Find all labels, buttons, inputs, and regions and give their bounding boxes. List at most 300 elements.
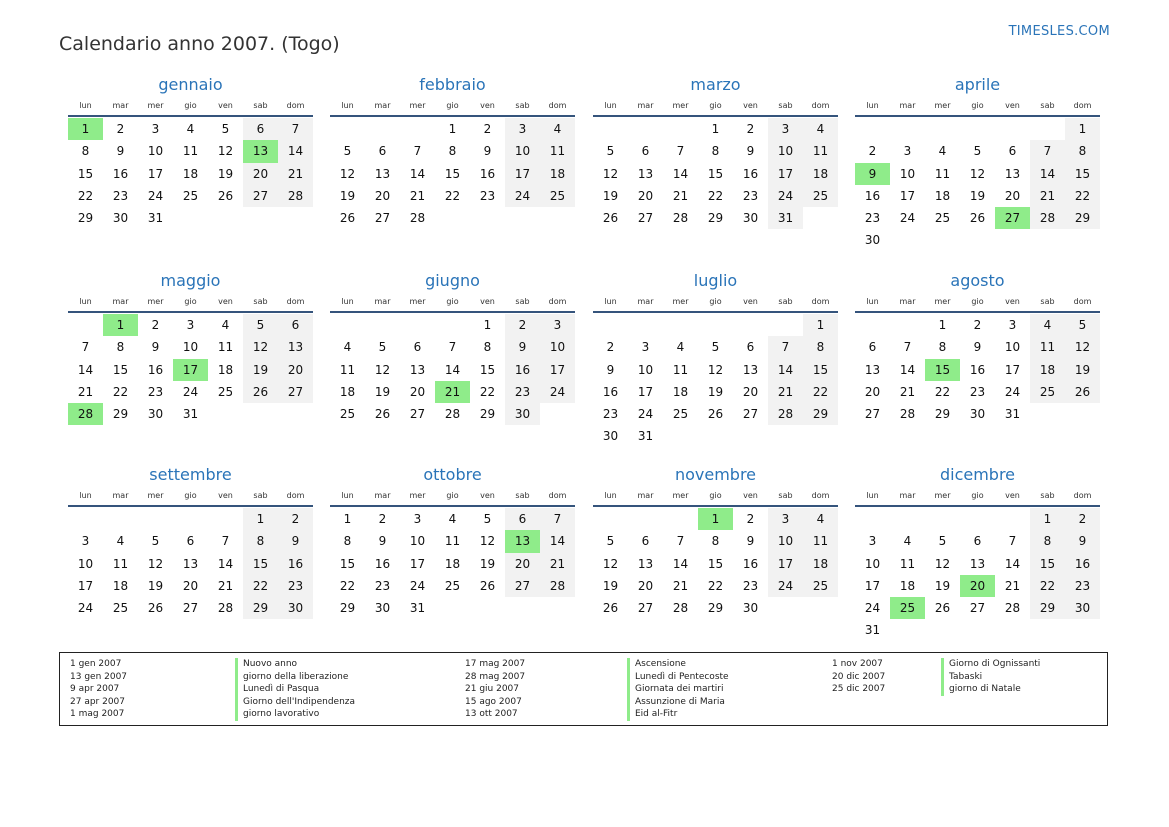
day-cell: 3 xyxy=(868,534,877,549)
weekend-day-cell: 25 xyxy=(803,575,838,597)
month-ottobre xyxy=(330,463,575,619)
weekend-day-cell: 27 xyxy=(278,381,313,403)
day-cell: 23 xyxy=(864,211,881,226)
weekday-label: lun xyxy=(604,101,617,110)
holiday-day-cell: 1 xyxy=(103,314,138,336)
month-agosto xyxy=(855,269,1100,425)
weekday-label: gio xyxy=(446,491,459,500)
weekend-day-cell: 24 xyxy=(768,185,803,207)
weekday-label: mar xyxy=(637,491,654,500)
day-cell: 26 xyxy=(707,407,724,422)
weekend-day-cell: 23 xyxy=(278,575,313,597)
weekend-day-cell: 21 xyxy=(278,163,313,185)
legend-holiday-name: giorno lavorativo xyxy=(235,708,355,721)
weekend-day-cell: 1 xyxy=(243,508,278,530)
day-cell: 10 xyxy=(77,556,94,571)
day-cell: 27 xyxy=(409,407,426,422)
day-cell: 24 xyxy=(637,407,654,422)
weekday-label: sab xyxy=(778,491,793,500)
day-cell: 16 xyxy=(112,166,129,181)
day-cell: 17 xyxy=(637,384,654,399)
day-cell: 8 xyxy=(116,340,125,355)
weekend-day-cell: 16 xyxy=(1065,553,1100,575)
day-cell: 24 xyxy=(182,384,199,399)
day-cell: 10 xyxy=(637,362,654,377)
weekend-day-cell: 15 xyxy=(1065,163,1100,185)
day-cell: 6 xyxy=(1008,144,1017,159)
empty-cell xyxy=(400,118,435,140)
weekend-day-cell: 22 xyxy=(243,575,278,597)
day-cell: 3 xyxy=(81,534,90,549)
day-cell: 21 xyxy=(899,384,916,399)
weekday-label: mar xyxy=(637,297,654,306)
day-cell: 26 xyxy=(217,188,234,203)
day-cell: 5 xyxy=(343,144,352,159)
day-grid xyxy=(330,508,575,619)
empty-cell xyxy=(890,118,925,140)
day-cell: 28 xyxy=(672,211,689,226)
weekend-day-cell: 17 xyxy=(505,163,540,185)
empty-cell xyxy=(400,314,435,336)
weekday-label: lun xyxy=(79,297,92,306)
legend-date: 28 mag 2007 xyxy=(465,671,526,682)
weekday-label: gio xyxy=(971,491,984,500)
day-cell: 2 xyxy=(378,512,387,526)
day-cell: 13 xyxy=(182,556,199,571)
day-cell: 11 xyxy=(444,534,461,549)
day-cell: 19 xyxy=(602,188,619,203)
empty-cell xyxy=(68,508,103,530)
weekday-label: ven xyxy=(1005,297,1020,306)
weekday-header xyxy=(593,97,838,117)
weekend-day-cell: 1 xyxy=(1030,508,1065,530)
weekend-day-cell: 28 xyxy=(278,185,313,207)
day-cell: 18 xyxy=(934,188,951,203)
weekend-day-cell: 30 xyxy=(1065,597,1100,619)
legend-holiday-name: Lunedì di Pasqua xyxy=(235,683,355,696)
day-cell: 14 xyxy=(672,556,689,571)
brand-link[interactable]: TIMESLES.COM xyxy=(1008,24,1110,39)
weekday-label: gio xyxy=(709,297,722,306)
empty-cell xyxy=(925,508,960,530)
weekend-day-cell: 4 xyxy=(1030,314,1065,336)
weekend-day-cell: 22 xyxy=(803,381,838,403)
day-cell: 2 xyxy=(973,318,982,332)
weekday-label: sab xyxy=(1040,101,1055,110)
weekday-header xyxy=(855,487,1100,507)
day-cell: 18 xyxy=(444,556,461,571)
day-cell: 25 xyxy=(444,578,461,593)
weekend-day-cell: 10 xyxy=(540,336,575,358)
weekday-header xyxy=(68,293,313,313)
day-cell: 15 xyxy=(707,166,724,181)
day-cell: 15 xyxy=(77,166,94,181)
weekend-day-cell: 22 xyxy=(1030,575,1065,597)
day-cell: 13 xyxy=(742,362,759,377)
month-luglio xyxy=(593,269,838,448)
empty-cell xyxy=(663,508,698,530)
day-cell: 22 xyxy=(444,188,461,203)
day-cell: 13 xyxy=(864,362,881,377)
day-cell: 26 xyxy=(969,211,986,226)
legend-date: 13 gen 2007 xyxy=(70,671,128,682)
weekend-day-cell: 15 xyxy=(243,553,278,575)
day-cell: 18 xyxy=(899,578,916,593)
day-cell: 29 xyxy=(77,211,94,226)
month-maggio xyxy=(68,269,313,425)
day-cell: 1 xyxy=(938,318,947,332)
month-name: settembre xyxy=(149,465,232,484)
empty-cell xyxy=(768,314,803,336)
weekday-header xyxy=(593,487,838,507)
day-cell: 28 xyxy=(899,407,916,422)
day-cell: 3 xyxy=(641,340,650,355)
weekday-label: mer xyxy=(147,101,164,110)
weekend-day-cell: 30 xyxy=(278,597,313,619)
weekday-label: lun xyxy=(341,491,354,500)
month-febbraio xyxy=(330,73,575,229)
day-cell: 8 xyxy=(711,144,720,159)
day-cell: 19 xyxy=(969,188,986,203)
weekend-day-cell: 10 xyxy=(768,140,803,162)
month-name: maggio xyxy=(160,271,221,290)
legend-date: 27 apr 2007 xyxy=(70,696,126,707)
day-cell: 31 xyxy=(182,407,199,422)
month-dicembre xyxy=(855,463,1100,642)
day-cell: 19 xyxy=(479,556,496,571)
day-cell: 20 xyxy=(637,188,654,203)
weekend-day-cell: 7 xyxy=(278,118,313,140)
weekday-label: dom xyxy=(1073,297,1092,306)
day-cell: 31 xyxy=(637,429,654,444)
month-name: gennaio xyxy=(158,75,223,94)
weekday-label: lun xyxy=(866,297,879,306)
day-cell: 5 xyxy=(606,534,615,549)
day-cell: 30 xyxy=(602,429,619,444)
weekday-label: dom xyxy=(286,491,305,500)
weekday-label: dom xyxy=(811,297,830,306)
day-cell: 15 xyxy=(339,556,356,571)
day-cell: 15 xyxy=(479,362,496,377)
weekend-day-cell: 10 xyxy=(768,530,803,552)
day-cell: 7 xyxy=(1008,534,1017,549)
day-cell: 22 xyxy=(77,188,94,203)
day-cell: 24 xyxy=(899,211,916,226)
weekday-label: mar xyxy=(637,101,654,110)
empty-cell xyxy=(1030,118,1065,140)
day-cell: 9 xyxy=(483,144,492,159)
legend-names-col-3 xyxy=(941,658,1040,696)
weekday-label: mar xyxy=(899,491,916,500)
weekend-day-cell: 25 xyxy=(1030,381,1065,403)
legend-date: 25 dic 2007 xyxy=(832,684,886,695)
day-cell: 19 xyxy=(602,578,619,593)
day-cell: 2 xyxy=(746,512,755,526)
weekday-label: lun xyxy=(79,491,92,500)
weekday-label: mer xyxy=(409,297,426,306)
legend-dates-col-3 xyxy=(832,658,885,696)
day-cell: 28 xyxy=(672,601,689,616)
weekend-day-cell: 30 xyxy=(505,403,540,425)
empty-cell xyxy=(435,314,470,336)
weekday-label: mer xyxy=(934,101,951,110)
day-cell: 21 xyxy=(77,384,94,399)
legend-holiday-name: Assunzione di Maria xyxy=(627,696,729,709)
day-cell: 17 xyxy=(409,556,426,571)
day-cell: 10 xyxy=(899,166,916,181)
weekday-label: lun xyxy=(604,491,617,500)
day-cell: 26 xyxy=(602,601,619,616)
day-cell: 28 xyxy=(444,407,461,422)
day-cell: 4 xyxy=(903,534,912,549)
legend-holiday-name: giorno della liberazione xyxy=(235,671,355,684)
empty-cell xyxy=(628,314,663,336)
day-cell: 7 xyxy=(676,144,685,159)
empty-cell xyxy=(960,508,995,530)
weekday-label: gio xyxy=(184,297,197,306)
day-cell: 17 xyxy=(77,578,94,593)
weekend-day-cell: 28 xyxy=(1030,207,1065,229)
weekday-label: mar xyxy=(112,491,129,500)
day-cell: 19 xyxy=(374,384,391,399)
weekday-label: ven xyxy=(480,491,495,500)
weekday-header xyxy=(330,293,575,313)
day-cell: 18 xyxy=(672,384,689,399)
weekday-header xyxy=(593,293,838,313)
weekend-day-cell: 14 xyxy=(768,359,803,381)
day-cell: 24 xyxy=(147,188,164,203)
weekend-day-cell: 24 xyxy=(768,575,803,597)
day-cell: 24 xyxy=(1004,384,1021,399)
day-cell: 27 xyxy=(969,601,986,616)
empty-cell xyxy=(855,314,890,336)
day-cell: 21 xyxy=(1004,578,1021,593)
weekend-day-cell: 15 xyxy=(1030,553,1065,575)
holiday-legend xyxy=(59,652,1108,726)
day-cell: 29 xyxy=(707,211,724,226)
day-cell: 7 xyxy=(413,144,422,159)
day-cell: 22 xyxy=(112,384,129,399)
weekend-day-cell: 3 xyxy=(768,118,803,140)
weekend-day-cell: 9 xyxy=(278,530,313,552)
day-cell: 27 xyxy=(374,211,391,226)
weekday-label: ven xyxy=(1005,101,1020,110)
weekday-label: lun xyxy=(866,101,879,110)
day-cell: 17 xyxy=(864,578,881,593)
weekend-day-cell: 4 xyxy=(803,508,838,530)
weekday-label: mer xyxy=(672,297,689,306)
day-cell: 5 xyxy=(151,534,160,549)
weekday-label: gio xyxy=(184,491,197,500)
weekday-label: lun xyxy=(604,297,617,306)
weekend-day-cell: 5 xyxy=(1065,314,1100,336)
day-cell: 23 xyxy=(374,578,391,593)
legend-holiday-name: Lunedì di Pentecoste xyxy=(627,671,729,684)
weekday-label: gio xyxy=(971,297,984,306)
day-grid xyxy=(855,118,1100,252)
weekend-day-cell: 20 xyxy=(278,359,313,381)
empty-cell xyxy=(365,118,400,140)
day-cell: 30 xyxy=(112,211,129,226)
day-grid xyxy=(593,118,838,229)
day-cell: 8 xyxy=(448,144,457,159)
day-cell: 12 xyxy=(339,166,356,181)
weekday-label: mar xyxy=(374,101,391,110)
legend-names-col-2 xyxy=(627,658,729,721)
empty-cell xyxy=(855,508,890,530)
day-cell: 7 xyxy=(676,534,685,549)
day-cell: 26 xyxy=(339,211,356,226)
empty-cell xyxy=(995,118,1030,140)
empty-cell xyxy=(663,118,698,140)
day-cell: 4 xyxy=(221,318,230,332)
day-cell: 8 xyxy=(483,340,492,355)
day-cell: 20 xyxy=(1004,188,1021,203)
empty-cell xyxy=(593,508,628,530)
weekday-label: mar xyxy=(112,297,129,306)
holiday-day-cell: 20 xyxy=(960,575,995,597)
weekday-label: mar xyxy=(374,297,391,306)
day-cell: 24 xyxy=(409,578,426,593)
weekend-day-cell: 27 xyxy=(243,185,278,207)
day-cell: 31 xyxy=(147,211,164,226)
weekday-label: mer xyxy=(147,491,164,500)
empty-cell xyxy=(330,118,365,140)
day-cell: 5 xyxy=(606,144,615,159)
day-cell: 13 xyxy=(969,556,986,571)
day-cell: 13 xyxy=(374,166,391,181)
weekday-label: ven xyxy=(1005,491,1020,500)
day-cell: 23 xyxy=(742,578,759,593)
day-cell: 14 xyxy=(672,166,689,181)
weekend-day-cell: 27 xyxy=(505,575,540,597)
day-cell: 9 xyxy=(606,362,615,377)
weekend-day-cell: 8 xyxy=(1065,140,1100,162)
day-cell: 25 xyxy=(182,188,199,203)
day-cell: 17 xyxy=(147,166,164,181)
day-cell: 23 xyxy=(147,384,164,399)
day-grid xyxy=(330,118,575,229)
weekend-day-cell: 11 xyxy=(1030,336,1065,358)
day-cell: 18 xyxy=(339,384,356,399)
day-cell: 14 xyxy=(444,362,461,377)
weekend-day-cell: 1 xyxy=(803,314,838,336)
month-name: aprile xyxy=(954,75,1001,94)
month-name: novembre xyxy=(674,465,757,484)
day-cell: 2 xyxy=(606,340,615,355)
weekend-day-cell: 19 xyxy=(243,359,278,381)
weekday-label: ven xyxy=(480,297,495,306)
day-cell: 1 xyxy=(448,122,457,136)
weekend-day-cell: 9 xyxy=(1065,530,1100,552)
day-cell: 20 xyxy=(409,384,426,399)
weekday-label: dom xyxy=(811,491,830,500)
day-grid xyxy=(855,314,1100,425)
weekend-day-cell: 18 xyxy=(803,553,838,575)
day-cell: 7 xyxy=(81,340,90,355)
empty-cell xyxy=(68,314,103,336)
day-cell: 15 xyxy=(444,166,461,181)
empty-cell xyxy=(330,314,365,336)
month-name: giugno xyxy=(425,271,480,290)
weekend-day-cell: 20 xyxy=(505,553,540,575)
weekday-label: dom xyxy=(286,297,305,306)
day-cell: 10 xyxy=(147,144,164,159)
day-cell: 17 xyxy=(899,188,916,203)
weekend-day-cell: 26 xyxy=(1065,381,1100,403)
day-cell: 11 xyxy=(112,556,129,571)
day-cell: 27 xyxy=(637,211,654,226)
weekday-header xyxy=(68,97,313,117)
weekday-label: ven xyxy=(480,101,495,110)
day-cell: 2 xyxy=(151,318,160,332)
day-grid xyxy=(68,508,313,619)
day-cell: 1 xyxy=(483,318,492,332)
weekend-day-cell: 25 xyxy=(540,185,575,207)
day-cell: 10 xyxy=(182,340,199,355)
weekend-day-cell: 31 xyxy=(768,207,803,229)
day-cell: 5 xyxy=(378,340,387,355)
day-cell: 29 xyxy=(339,601,356,616)
day-cell: 4 xyxy=(186,122,195,136)
weekend-day-cell: 26 xyxy=(243,381,278,403)
weekday-label: mar xyxy=(899,101,916,110)
day-cell: 30 xyxy=(969,407,986,422)
weekend-day-cell: 22 xyxy=(1065,185,1100,207)
weekday-label: dom xyxy=(1073,491,1092,500)
empty-cell xyxy=(890,314,925,336)
empty-cell xyxy=(208,508,243,530)
day-cell: 4 xyxy=(448,512,457,526)
empty-cell xyxy=(890,508,925,530)
day-cell: 3 xyxy=(413,512,422,526)
day-grid xyxy=(855,508,1100,642)
weekend-day-cell: 6 xyxy=(505,508,540,530)
day-cell: 12 xyxy=(479,534,496,549)
day-cell: 19 xyxy=(339,188,356,203)
day-cell: 27 xyxy=(742,407,759,422)
day-cell: 11 xyxy=(339,362,356,377)
day-cell: 13 xyxy=(637,556,654,571)
weekday-header xyxy=(855,97,1100,117)
empty-cell xyxy=(103,508,138,530)
weekday-label: ven xyxy=(743,101,758,110)
day-cell: 16 xyxy=(374,556,391,571)
day-cell: 3 xyxy=(1008,318,1017,332)
day-cell: 18 xyxy=(182,166,199,181)
holiday-day-cell: 13 xyxy=(505,530,540,552)
weekday-label: ven xyxy=(218,101,233,110)
weekend-day-cell: 23 xyxy=(1065,575,1100,597)
day-cell: 6 xyxy=(868,340,877,355)
weekday-label: dom xyxy=(548,297,567,306)
day-cell: 31 xyxy=(864,623,881,638)
day-cell: 8 xyxy=(711,534,720,549)
empty-cell xyxy=(663,314,698,336)
weekday-label: sab xyxy=(515,101,530,110)
weekend-day-cell: 21 xyxy=(540,553,575,575)
day-cell: 2 xyxy=(868,144,877,159)
weekday-label: dom xyxy=(548,491,567,500)
weekday-label: sab xyxy=(1040,297,1055,306)
day-cell: 22 xyxy=(707,578,724,593)
day-cell: 27 xyxy=(864,407,881,422)
day-cell: 24 xyxy=(864,601,881,616)
day-cell: 6 xyxy=(378,144,387,159)
holiday-day-cell: 15 xyxy=(925,359,960,381)
day-cell: 16 xyxy=(864,188,881,203)
day-cell: 24 xyxy=(77,601,94,616)
